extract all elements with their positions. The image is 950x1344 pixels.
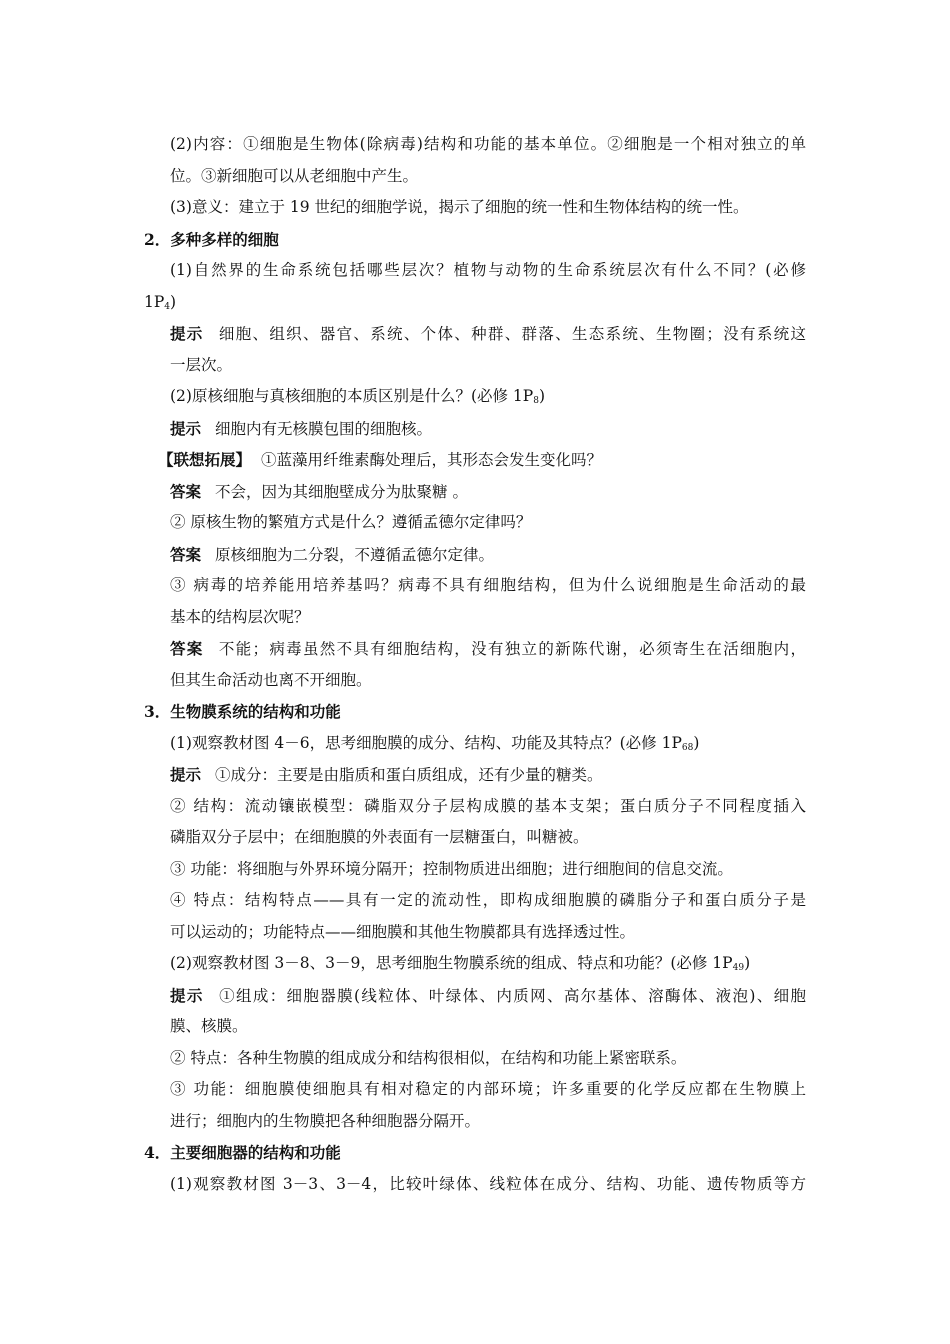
text-line: ② 特点：各种生物膜的组成成分和结构很相似，在结构和功能上紧密联系。 bbox=[170, 1048, 687, 1067]
text-line: 基本的结构层次呢？ bbox=[170, 607, 310, 626]
hint-line: 提示 ①成分：主要是由脂质和蛋白质组成，还有少量的糖类。 bbox=[170, 765, 603, 784]
question-line: (2)原核细胞与真核细胞的本质区别是什么？(必修 $1P_8$) bbox=[170, 387, 546, 406]
question-line: (1)观察教材图 4－6，思考细胞膜的成分、结构、功能及其特点？(必修 $1P_{68}$) bbox=[170, 733, 700, 753]
text-line: ③ 功能：细胞膜使细胞具有相对稳定的内部环境；许多重要的化学反应都在生物膜上 bbox=[170, 1080, 806, 1098]
text-line: 膜、核膜。 bbox=[170, 1017, 248, 1035]
question-line: ③ 病毒的培养能用培养基吗？病毒不具有细胞结构，但为什么说细胞是生命活动的最 bbox=[170, 576, 806, 594]
section-heading: 3．生物膜系统的结构和功能 bbox=[144, 702, 341, 721]
section-heading: 4．主要细胞器的结构和功能 bbox=[144, 1143, 341, 1162]
hint-label: 提示 bbox=[170, 765, 202, 784]
text-line: 一层次。 bbox=[170, 355, 233, 374]
text-line: 但其生命活动也离不开细胞。 bbox=[170, 670, 372, 689]
answer-label: 答案 bbox=[170, 544, 202, 564]
answer-label: 答案 bbox=[170, 639, 204, 658]
question-line: ② 原核生物的繁殖方式是什么？遵循孟德尔定律吗？ bbox=[170, 513, 532, 531]
hint-line: 提示 细胞内有无核膜包围的细胞核。 bbox=[170, 418, 433, 438]
extension-line: 【联想拓展】 ①蓝藻用纤维素酶处理后，其形态会发生变化吗？ bbox=[158, 450, 603, 469]
text-line: ② 结构：流动镶嵌模型：磷脂双分子层构成膜的基本支架；蛋白质分子不同程度插入 bbox=[170, 796, 806, 815]
text-line: 可以运动的；功能特点——细胞膜和其他生物膜都具有选择透过性。 bbox=[170, 922, 636, 941]
text-line: ③ 功能：将细胞与外界环境分隔开；控制物质进出细胞；进行细胞间的信息交流。 bbox=[170, 859, 733, 878]
text-line: ④ 特点：结构特点——具有一定的流动性，即构成细胞膜的磷脂分子和蛋白质分子是 bbox=[170, 891, 806, 909]
document-body bbox=[144, 129, 806, 1200]
text-line: $1P_4$) bbox=[144, 292, 177, 312]
text-line: 位。③新细胞可以从老细胞中产生。 bbox=[170, 166, 419, 185]
text-line: 进行；细胞内的生物膜把各种细胞器分隔开。 bbox=[170, 1111, 481, 1130]
question-line: (2)观察教材图 3－8、3－9，思考细胞生物膜系统的组成、特点和功能？(必修 $1P_{49}$) bbox=[170, 954, 751, 973]
extension-label: 【联想拓展】 bbox=[158, 450, 252, 469]
answer-label: 答案 bbox=[170, 481, 202, 501]
hint-label: 提示 bbox=[170, 418, 202, 438]
hint-line: 提示 细胞、组织、器官、系统、个体、种群、群落、生态系统、生物圈；没有系统这 bbox=[170, 324, 806, 343]
answer-line: 答案 原核细胞为二分裂，不遵循孟德尔定律。 bbox=[170, 544, 495, 564]
text-line: (3)意义：建立于 19 世纪的细胞学说，揭示了细胞的统一性和生物体结构的统一性。 bbox=[170, 198, 749, 216]
hint-label: 提示 bbox=[170, 985, 204, 1005]
text-line: 磷脂双分子层中；在细胞膜的外表面有一层糖蛋白，叫糖被。 bbox=[170, 828, 589, 846]
answer-line: 答案 不会，因为其细胞壁成分为肽聚糖 。 bbox=[170, 481, 468, 501]
hint-label: 提示 bbox=[170, 324, 204, 343]
question-line: (1)自然界的生命系统包括哪些层次？植物与动物的生命系统层次有什么不同？(必修 bbox=[170, 261, 806, 279]
answer-line: 答案 不能；病毒虽然不具有细胞结构，没有独立的新陈代谢，必须寄生在活细胞内， bbox=[170, 639, 806, 658]
text-line: (2)内容：①细胞是生物体(除病毒)结构和功能的基本单位。②细胞是一个相对独立的单 bbox=[170, 135, 806, 153]
section-heading: 2．多种多样的细胞 bbox=[144, 229, 279, 249]
hint-line: 提示 ①组成：细胞器膜(线粒体、叶绿体、内质网、高尔基体、溶酶体、液泡)、细胞 bbox=[170, 985, 806, 1005]
question-line: (1)观察教材图 3－3、3－4，比较叶绿体、线粒体在成分、结构、功能、遗传物质等方 bbox=[170, 1174, 806, 1193]
